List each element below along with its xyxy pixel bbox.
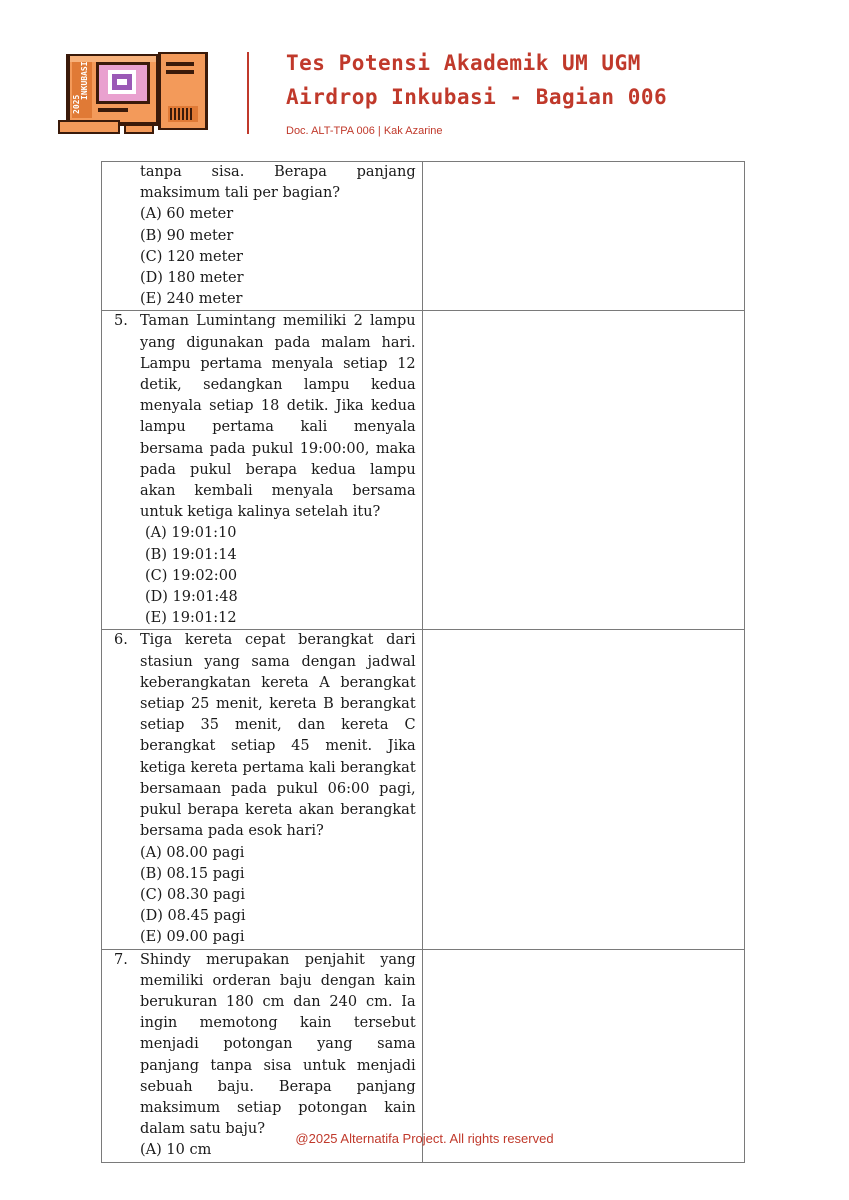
answer-cell: [422, 162, 744, 311]
document-reference: Doc. ALT-TPA 006 | Kak Azarine: [286, 125, 443, 137]
option-list: [140, 843, 422, 949]
option-e: (E) 19:01:12: [145, 610, 237, 627]
table-row: [102, 630, 745, 949]
option-d: (D) 180 meter: [140, 270, 244, 287]
svg-text:INKUBASI: INKUBASI: [80, 61, 89, 100]
option-d: (D) 19:01:48: [145, 589, 238, 606]
table-row: [102, 162, 745, 311]
option-c: (C) 19:02:00: [145, 567, 238, 584]
question-item: [102, 311, 422, 629]
copyright-footer: @2025 Alternatifa Project. All rights reserved: [295, 1131, 554, 1146]
header-divider: [247, 52, 249, 134]
question-number: 6.: [114, 632, 128, 649]
question-cell: [102, 630, 423, 949]
question-table: [101, 161, 745, 1163]
question-text: Tiga kereta cepat berangkat dari stasiun yang sama dengan jadwal keberangkatan kereta A berangkat setiap 25 menit, kereta B berangkat setiap 35 menit, dan kereta C berangkat setiap 45 menit. Jika ketiga kereta pertama kali berangkat bersamaan pada pukul 06:00 pagi, pukul berapa kereta akan berangkat bersama pada esok hari?: [140, 632, 416, 840]
option-a: (A) 60 meter: [140, 206, 234, 223]
option-b: (B) 19:01:14: [145, 546, 237, 563]
svg-text:2025: 2025: [72, 94, 81, 114]
question-number: 5.: [114, 313, 128, 330]
inkubasi-computer-logo: [58, 48, 210, 136]
table-row: [102, 311, 745, 630]
question-text: Shindy merupakan penjahit yang memiliki orderan baju dengan kain berukuran 180 cm dan 240 cm. Ia ingin memotong kain tersebut menjadi potongan yang sama panjang tanpa sisa untuk menjadi sebuah baju. Berapa panjang maksimum setiap potongan kain dalam satu baju?: [140, 951, 416, 1138]
question-item: [102, 950, 422, 1162]
option-a: (A) 08.00 pagi: [140, 844, 245, 861]
document-title: Tes Potensi Akademik UM UGM: [286, 51, 641, 75]
option-c: (C) 120 meter: [140, 248, 243, 265]
question-text: Taman Lumintang memiliki 2 lampu yang digunakan pada malam hari. Lampu pertama menyala setiap 12 detik, sedangkan lampu kedua menyala setiap 18 detik. Jika kedua lampu pertama kali menyala bersama pada pukul 19:00:00, maka pada pukul berapa kedua lampu akan kembali menyala bersama untuk ketiga kalinya setelah itu?: [140, 313, 416, 521]
question-item: [102, 162, 422, 310]
question-item: [102, 630, 422, 948]
answer-cell: [422, 630, 744, 949]
document-subtitle: Airdrop Inkubasi - Bagian 006: [286, 85, 668, 109]
question-text: tanpa sisa. Berapa panjang maksimum tali per bagian?: [140, 164, 416, 202]
answer-cell: [422, 311, 744, 630]
option-list: [145, 523, 422, 629]
question-cell: [102, 162, 423, 311]
option-c: (C) 08.30 pagi: [140, 886, 245, 903]
question-cell: [102, 311, 423, 630]
question-number: 7.: [114, 951, 128, 968]
option-list: [140, 204, 422, 310]
option-a: (A) 10 cm: [140, 1142, 212, 1159]
option-a: (A) 19:01:10: [145, 525, 237, 542]
option-b: (B) 90 meter: [140, 227, 234, 244]
option-b: (B) 08.15 pagi: [140, 865, 245, 882]
option-d: (D) 08.45 pagi: [140, 908, 246, 925]
option-e: (E) 240 meter: [140, 291, 243, 308]
option-e: (E) 09.00 pagi: [140, 929, 245, 946]
